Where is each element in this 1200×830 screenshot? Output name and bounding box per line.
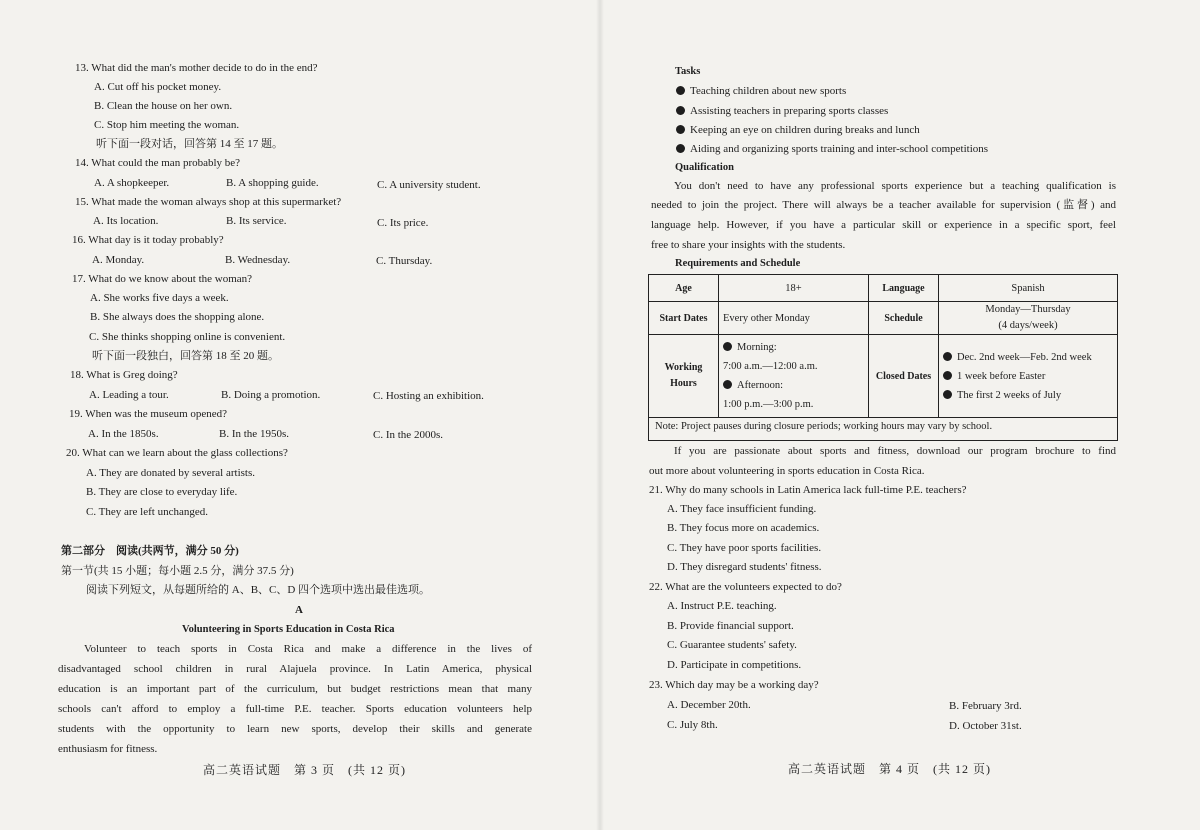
task-item-3: Keeping an eye on children during breaks and lunch xyxy=(676,123,920,137)
requirements-heading: Requirements and Schedule xyxy=(675,258,801,269)
task-item-1: Teaching children about new sports xyxy=(676,84,846,98)
question-14-stem: 14. What could the man probably be? xyxy=(75,157,241,169)
question-19-option-a: A. In the 1850s. xyxy=(88,428,159,440)
bullet-icon xyxy=(943,352,952,361)
task-item-4: Aiding and organizing sports training and inter-school competitions xyxy=(676,142,988,156)
passage-line-2: disadvantaged school children in rural Alajuela province. In Latin America, physical xyxy=(58,663,532,675)
morning-label: Morning: xyxy=(723,338,777,357)
schedule-label: Schedule xyxy=(869,302,939,334)
question-14-option-c: C. A university student. xyxy=(377,179,481,191)
question-13-option-a: A. Cut off his pocket money. xyxy=(94,81,222,93)
question-15-option-b: B. Its service. xyxy=(226,215,287,227)
question-20-stem: 20. What can we learn about the glass collections? xyxy=(66,447,288,459)
question-21-option-d: D. They disregard students' fitness. xyxy=(667,561,822,573)
schedule-value xyxy=(939,302,1117,334)
question-23-stem: 23. Which day may be a working day? xyxy=(649,679,819,691)
closed-date-2: 1 week before Easter xyxy=(943,367,1045,386)
instruction-14-17: 听下面一段对话，回答第 14 至 17 题。 xyxy=(96,138,283,150)
question-22-option-d: D. Participate in competitions. xyxy=(667,659,802,671)
table-row-hours-closed xyxy=(649,335,1117,418)
question-18-option-b: B. Doing a promotion. xyxy=(221,389,321,401)
right-page-footer: 高二英语试题 第 4 页 (共 12 页) xyxy=(788,762,991,776)
bullet-icon xyxy=(943,390,952,399)
language-label: Language xyxy=(869,275,939,301)
question-15-option-c: C. Its price. xyxy=(377,217,429,229)
bullet-icon xyxy=(723,380,732,389)
afternoon-time: 1:00 p.m.—3:00 p.m. xyxy=(723,399,814,410)
section-one-heading: 第一节(共 15 小题；每小题 2.5 分，满分 37.5 分) xyxy=(61,565,294,577)
closing-line-2: out more about volunteering in sports education in Costa Rica. xyxy=(649,465,925,477)
question-15-stem: 15. What made the woman always shop at this supermarket? xyxy=(75,196,342,208)
question-21-option-a: A. They face insufficient funding. xyxy=(667,503,817,515)
question-13-option-c: C. Stop him meeting the woman. xyxy=(94,119,240,131)
morning-time: 7:00 a.m.—12:00 a.m. xyxy=(723,361,818,372)
bullet-icon xyxy=(676,144,685,153)
question-14-option-b: B. A shopping guide. xyxy=(226,177,319,189)
requirements-schedule-table xyxy=(648,274,1118,441)
question-13-stem: 13. What did the man's mother decide to do in the end? xyxy=(75,62,318,74)
language-value: Spanish xyxy=(1011,282,1045,294)
passage-line-1: Volunteer to teach sports in Costa Rica and make a difference in the lives of xyxy=(84,643,532,655)
passage-line-5: students with the opportunity to learn new sports, develop their skills and generate xyxy=(58,723,532,735)
table-row-start-schedule xyxy=(649,302,1117,335)
schedule-days: Monday—Thursday xyxy=(985,304,1071,315)
closed-date-1: Dec. 2nd week—Feb. 2nd week xyxy=(943,348,1092,367)
start-dates-value: Every other Monday xyxy=(719,302,869,334)
question-20-option-a: A. They are donated by several artists. xyxy=(86,467,256,479)
question-13-option-b: B. Clean the house on her own. xyxy=(94,100,233,112)
question-16-stem: 16. What day is it today probably? xyxy=(72,234,224,246)
qualification-line-3: language help. However, if you have a particular skill or experience in a specific sport, feel xyxy=(651,219,1116,231)
question-23-option-c: C. July 8th. xyxy=(667,719,718,731)
qualification-line-4: free to share your insights with the students. xyxy=(651,239,846,251)
question-22-option-c: C. Guarantee students' safety. xyxy=(667,639,797,651)
question-20-option-c: C. They are left unchanged. xyxy=(86,506,208,518)
question-17-option-a: A. She works five days a week. xyxy=(90,292,229,304)
bullet-icon xyxy=(676,106,685,115)
task-item-2: Assisting teachers in preparing sports classes xyxy=(676,104,888,118)
question-23-option-d: D. October 31st. xyxy=(949,720,1022,732)
passage-letter: A xyxy=(295,604,303,616)
passage-title: Volunteering in Sports Education in Costa Rica xyxy=(182,624,395,635)
qualification-heading: Qualification xyxy=(675,162,734,173)
left-page-footer: 高二英语试题 第 3 页 (共 12 页) xyxy=(203,763,406,777)
bullet-icon xyxy=(676,86,685,95)
question-20-option-b: B. They are close to everyday life. xyxy=(86,486,238,498)
table-row-age-language xyxy=(649,275,1117,302)
passage-line-4: schools can't afford to employ a full-time P.E. teacher. Sports education volunteers help xyxy=(58,703,532,715)
passage-line-6: enthusiasm for fitness. xyxy=(58,743,158,755)
question-19-option-c: C. In the 2000s. xyxy=(373,429,443,441)
question-23-option-a: A. December 20th. xyxy=(667,699,751,711)
qualification-line-2: needed to join the project. There will always be a teacher available for supervision (监督) and xyxy=(651,199,1116,211)
closed-date-3: The first 2 weeks of July xyxy=(943,386,1061,405)
reading-instruction: 阅读下列短文，从每题所给的 A、B、C、D 四个选项中选出最佳选项。 xyxy=(86,584,431,596)
bullet-icon xyxy=(723,342,732,351)
bullet-icon xyxy=(676,125,685,134)
part-two-heading: 第二部分 阅读(共两节，满分 50 分) xyxy=(61,545,239,557)
question-19-stem: 19. When was the museum opened? xyxy=(69,408,228,420)
question-17-option-b: B. She always does the shopping alone. xyxy=(90,311,265,323)
question-21-option-b: B. They focus more on academics. xyxy=(667,522,820,534)
question-18-option-c: C. Hosting an exhibition. xyxy=(373,390,484,402)
question-14-option-a: A. A shopkeeper. xyxy=(94,177,170,189)
question-21-option-c: C. They have poor sports facilities. xyxy=(667,542,822,554)
question-16-option-c: C. Thursday. xyxy=(376,255,433,267)
passage-line-3: education is an important part of the curriculum, but budget restrictions mean that many xyxy=(58,683,532,695)
working-hours-value xyxy=(719,335,869,417)
question-17-stem: 17. What do we know about the woman? xyxy=(72,273,253,285)
schedule-frequency: (4 days/week) xyxy=(998,320,1058,331)
instruction-18-20: 听下面一段独白，回答第 18 至 20 题。 xyxy=(92,350,279,362)
question-22-stem: 22. What are the volunteers expected to do? xyxy=(649,581,842,593)
question-16-option-a: A. Monday. xyxy=(92,254,145,266)
question-19-option-b: B. In the 1950s. xyxy=(219,428,289,440)
question-22-option-b: B. Provide financial support. xyxy=(667,620,794,632)
table-note: Note: Project pauses during closure periods; working hours may vary by school. xyxy=(655,421,993,432)
closing-line-1: If you are passionate about sports and fitness, download our program brochure to find xyxy=(674,445,1116,457)
question-22-option-a: A. Instruct P.E. teaching. xyxy=(667,600,777,612)
start-dates-label: Start Dates xyxy=(649,302,719,334)
question-18-stem: 18. What is Greg doing? xyxy=(70,369,178,381)
question-21-stem: 21. Why do many schools in Latin America lack full-time P.E. teachers? xyxy=(649,484,967,496)
question-15-option-a: A. Its location. xyxy=(93,215,159,227)
closed-dates-label: Closed Dates xyxy=(869,335,939,417)
age-label: Age xyxy=(649,275,719,301)
qualification-line-1: You don't need to have any professional sports experience but a teaching qualification is xyxy=(674,180,1116,192)
question-18-option-a: A. Leading a tour. xyxy=(89,389,169,401)
bullet-icon xyxy=(943,371,952,380)
closed-dates-value xyxy=(939,335,1117,417)
tasks-heading: Tasks xyxy=(675,66,701,77)
working-hours-label: Working Hours xyxy=(649,335,719,417)
age-value: 18+ xyxy=(719,275,869,301)
question-16-option-b: B. Wednesday. xyxy=(225,254,291,266)
question-17-option-c: C. She thinks shopping online is convenient. xyxy=(89,331,286,343)
question-23-option-b: B. February 3rd. xyxy=(949,700,1022,712)
afternoon-label: Afternoon: xyxy=(723,376,783,395)
